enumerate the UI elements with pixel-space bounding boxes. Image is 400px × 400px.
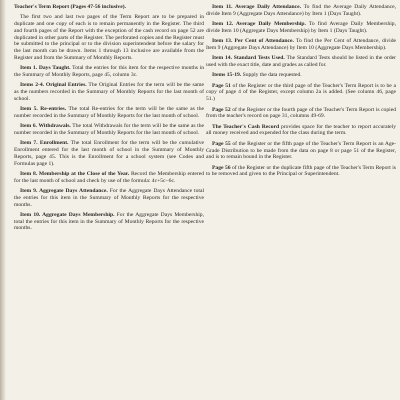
item-11-paragraph	[206, 4, 396, 18]
item-heading: Item 7. Enrollment.	[20, 140, 69, 147]
page-55-paragraph	[206, 141, 396, 161]
item-heading: Page 56	[212, 164, 231, 171]
item-10-paragraph	[14, 212, 204, 232]
item-text: The total Re-entries for the term will be the same as the number recorded in the Summary of Monthly Reports for the last month of school.	[14, 106, 204, 119]
item-text: of the Register or the duplicate fifth page of the Teacher's Term Report is to be removed and given to the Principal or Superintendent.	[206, 164, 396, 178]
item-9-paragraph	[14, 188, 204, 208]
item-heading: Item 6. Withdrawals.	[20, 123, 71, 130]
item-text: For the Aggregate Days Membership, total the entries for this item in the Summary of Monthly Reports for the respective months.	[14, 211, 204, 232]
item-text: Record the Membership entered for the last month of school and check by use of the formula: 4c+5c−6c.	[14, 170, 204, 184]
item-text: For the Aggregate Days Attendance total the entries for this item in the Summary of Monthly Reports for the respective months.	[14, 188, 204, 208]
item-13-paragraph	[206, 38, 396, 52]
item-text: of the Register or the fifth page of the Teacher's Term Report is an Age-Grade Distribution to be made from the data on page 8 or page 51 of the Register, and is to remain bound in the Register.	[206, 140, 396, 161]
item-text: of the Register or the third page of the Teacher's Term Report is to be a copy of page 4 of the Register, except column 2a is added. (See column 46, page 51.)	[206, 82, 396, 103]
page-56-paragraph	[206, 165, 396, 179]
item-text: Supply the data requested.	[241, 72, 302, 79]
page-51-paragraph	[206, 83, 396, 103]
item-7-paragraph	[14, 140, 204, 167]
item-heading: Item 1. Days Taught.	[20, 65, 71, 72]
item-text: The first two and last two pages of the Term Report are to be prepared in duplicate and one copy of each is to remain permanently in the Register. The third and fourth pages of the Report with the exception of the cash record on page 52 are duplicated in other parts of the Register. The perforated copies and the Register must be submitted to the principal or to the division superintendent before the salary for the last month can be drawn. Items 1 through 13 inclusive are available from the Register and from the Summary of Monthly Reports.	[14, 14, 204, 61]
item-5-paragraph	[14, 106, 204, 120]
item-heading: The Teacher's Cash Record	[212, 123, 280, 130]
item-12-paragraph	[206, 21, 396, 35]
item-text: Total the entries for this item for the respective months in the Summary of Monthly Reports, page 45, column 3c.	[14, 65, 204, 78]
item-heading: Item 12. Average Daily Membership.	[212, 21, 306, 28]
item-text: The total Enrollment for the term will be the cumulative Enrollment entered for the last month of school in the Summary of Monthly Reports, page 45. This is the Enrollment for a school system (see Codes and Formulas page 1).	[14, 140, 204, 167]
item-text: of the Register or the fourth page of the Teacher's Term Report is copied from the teacher's record on page 31, columns 49-69.	[206, 106, 396, 120]
item-heading: Page 51	[212, 82, 231, 89]
item-text: To find Average Daily Membership, divide Item 10 (Aggregate Days Membership) by Item 1 (Days Taught).	[206, 21, 397, 34]
item-heading: Items 2-4. Original Entries.	[20, 82, 87, 89]
item-14-paragraph	[206, 55, 396, 69]
item-heading: Item 14. Standard Tests Used.	[212, 55, 285, 62]
page-52-paragraph	[206, 107, 396, 121]
item-text: To find the Average Daily Attendance, divide Item 9 (Aggregate Days Attendance) by Item 1 (Days Taught).	[206, 4, 396, 17]
term-report-heading	[14, 4, 204, 11]
item-heading: Item 13. Per Cent of Attendance.	[212, 38, 294, 45]
item-heading: Page 52	[212, 106, 231, 113]
item-heading: Items 15-19.	[212, 72, 242, 79]
item-6-paragraph	[14, 123, 204, 137]
item-heading: Item 8. Membership at the Close of the Year.	[20, 170, 130, 177]
item-text: The total Withdrawals for the term will be the same as the number recorded in the Summary of Monthly Reports for the last month of school.	[14, 123, 205, 136]
page-binding-edge	[0, 0, 6, 400]
right-column	[206, 4, 396, 182]
item-heading: Item 11. Average Daily Attendance.	[212, 4, 301, 10]
item-text: The Original Entries for the term will be the same as the numbers recorded in the Summary of Monthly Reports for the last month of school.	[14, 82, 204, 102]
item-heading: Page 55	[212, 140, 231, 147]
cash-record-paragraph	[206, 124, 396, 138]
item-text: To find the Per Cent of Attendance, divide Item 9 (Aggregate Days Attendance) by Item 10 (Aggregate Days Membership).	[206, 38, 396, 51]
item-1-paragraph	[14, 65, 204, 79]
item-text: The Standard Tests should be listed in the order used with the exact title, date and grades as called for.	[206, 55, 396, 69]
item-8-paragraph	[14, 171, 204, 185]
left-column	[14, 4, 204, 236]
item-heading: Item 10. Aggregate Days Membership.	[20, 211, 115, 218]
items-15-19-paragraph	[206, 72, 396, 79]
items-2-4-paragraph	[14, 82, 204, 102]
item-heading: Item 9. Aggregate Days Attendance.	[20, 188, 108, 194]
intro-paragraph	[14, 14, 204, 61]
item-heading: Item 5. Re-entries.	[20, 106, 67, 113]
item-heading: Teacher's Term Report (Pages 47-56 inclusive).	[14, 4, 126, 10]
item-text: provides space for the teacher to report accurately all money received and expended for the class during the term.	[206, 123, 397, 137]
